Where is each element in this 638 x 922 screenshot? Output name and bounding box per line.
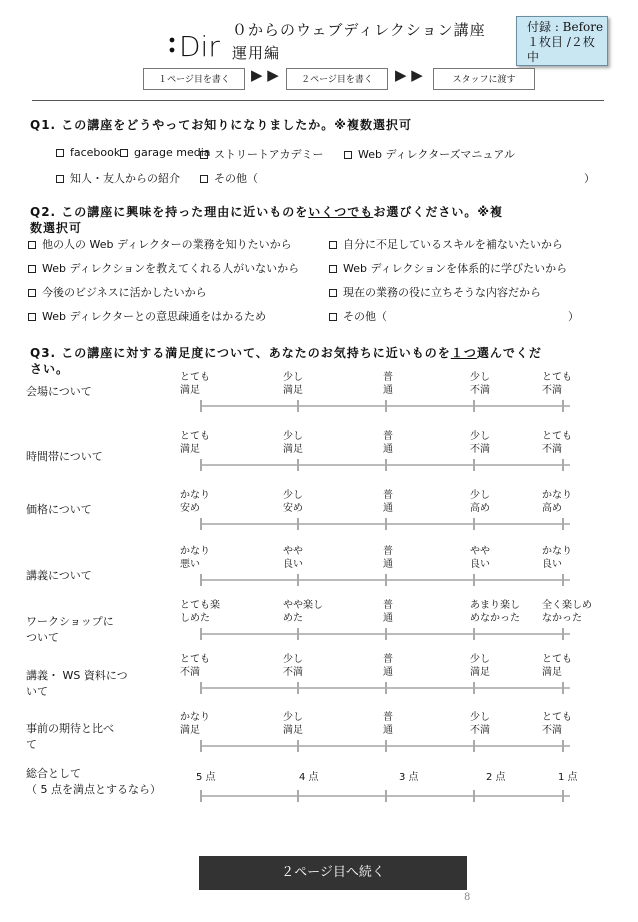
rating-scale-tick[interactable] [297,628,299,640]
q3-option-label [558,771,578,784]
q3-option-label-line: 不満 [470,444,490,455]
q3-option-label-line: めなかった [470,613,520,624]
badge-line: 付録 : Before [527,20,604,34]
q2-option[interactable]: 他の人の Web ディレクターの業務を知りたいから [28,236,292,252]
q3-option-label-line: かなり [542,546,572,557]
q3-option-label [383,653,393,679]
q3-option-label-line: 満足 [180,725,200,736]
q3-option-label-line: しめた [180,613,210,624]
q3-option-label-line: 普 [383,431,393,442]
q3-option-label-line: 良い [542,559,562,570]
rating-scale-tick[interactable] [297,790,299,802]
rating-scale-tick[interactable] [297,400,299,412]
q3-option-label-line: とても [542,431,572,442]
q3-option-label-line: 普 [383,490,393,501]
q3-option-label-line: とても [180,654,210,665]
q3-option-label [542,711,572,737]
q3-option-label-line: やや [283,546,303,557]
q3-row-label-line: 講義について [26,569,92,582]
q3-option-label [470,489,490,515]
rating-scale-tick[interactable] [297,518,299,530]
step-hand-to-staff: スタッフに渡す [433,68,535,90]
q3-row-label [26,766,161,798]
q3-option-label-line: 不満 [470,385,490,396]
rating-scale[interactable] [200,628,570,640]
q3-option-label-line: 安め [283,503,303,514]
rating-scale[interactable] [200,790,570,802]
rating-scale-tick[interactable] [473,682,475,694]
q3-option-label-line: 不満 [542,385,562,396]
rating-scale-tick[interactable] [200,740,202,752]
q3-row-label [26,449,156,465]
q3-option-label-line: 通 [383,503,393,514]
checkbox-icon[interactable] [200,175,208,183]
step-arrow-icon: ▶ ▶ [251,66,279,84]
q3-option-label [470,599,520,625]
checkbox-icon[interactable] [329,313,337,321]
continue-banner: ２ページ目へ続く [199,856,467,890]
rating-scale-tick[interactable] [562,518,564,530]
q3-option-label-line: 高め [470,503,490,514]
q3-option-label-line: 良い [283,559,303,570]
q3-option-label-line: とても [180,372,210,383]
q3-option-label-line: とても [180,431,210,442]
rating-scale-tick[interactable] [473,628,475,640]
q3-option-label-line: 通 [383,667,393,678]
q3-option-label-line: 安め [180,503,200,514]
q3-option-label [470,711,490,737]
q3-option-label-line: 2 点 [486,772,506,783]
q3-option-label [180,711,210,737]
rating-scale-tick[interactable] [385,400,387,412]
q2-heading: Q2. この講座に興味を持った理由に近いものをいくつでもお選びください。※複 数選択可 [30,205,503,235]
checkbox-icon[interactable] [329,241,337,249]
q2-option[interactable]: Web ディレクターとの意思疎通をはかるため [28,308,266,324]
q3-row-label-line: （ 5 点を満点とするなら） [26,783,161,796]
q3-option-label [283,489,303,515]
rating-scale-tick[interactable] [297,682,299,694]
rating-scale-tick[interactable] [473,459,475,471]
q3-option-label-line: 普 [383,546,393,557]
q3-option-label [180,371,210,397]
q3-option-label [180,599,220,625]
q3-option-label [470,653,490,679]
step-write-page2: ２ページ目を書く [286,68,388,90]
q3-option-label [470,371,490,397]
q3-option-label-line: 通 [383,385,393,396]
q3-option-label-line: 不満 [542,444,562,455]
q3-heading: Q3. この講座に対する満足度について、あなたのお気持ちに近いものを１つ選んでくだ さい。 [30,346,542,376]
dir-logo [168,22,224,62]
rating-scale-tick[interactable] [297,459,299,471]
q3-row-label-line: て [26,738,37,751]
q3-row-label [26,384,156,400]
rating-scale-tick[interactable] [473,518,475,530]
checkbox-icon[interactable] [28,241,36,249]
rating-scale-tick[interactable] [200,682,202,694]
q3-row-label-line: 総合として [26,767,81,780]
q3-option-label [399,771,419,784]
q3-row-label [26,721,156,753]
logo-text: Dir [179,30,220,62]
q3-option-label [542,545,572,571]
q3-option-label [299,771,319,784]
q3-option-label-line: なかった [542,613,582,624]
q3-option-label [283,371,303,397]
q3-option-label-line: やや [470,546,490,557]
q3-option-label-line: 不満 [283,667,303,678]
q3-option-label-line: かなり [180,546,210,557]
q3-option-label-line: 満足 [470,667,490,678]
q3-option-label-line: 満足 [283,725,303,736]
q3-option-label-line: 満足 [283,444,303,455]
q2-other-close: ） [568,310,579,323]
checkbox-icon[interactable] [56,149,64,157]
q1-option[interactable]: ストリートアカデミー [200,146,324,162]
q3-option-label-line: 5 点 [196,772,216,783]
header-divider [32,100,604,101]
rating-scale-tick[interactable] [385,682,387,694]
q3-option-label [383,371,393,397]
q3-row-label [26,668,156,700]
q3-row-label-line: ワークショップに [26,615,114,628]
q3-row-label-line: 会場について [26,385,92,398]
q3-option-label-line: 少し [470,372,490,383]
page-subtitle: 運用編 [232,44,281,62]
q3-option-label [383,545,393,571]
q3-option-label-line: あまり楽し [470,600,520,611]
q3-option-label [180,430,210,456]
q3-option-label-line: 不満 [470,725,490,736]
rating-scale-tick[interactable] [385,790,387,802]
q3-option-label-line: 普 [383,654,393,665]
q3-option-label-line: 満足 [283,385,303,396]
rating-scale[interactable] [200,682,570,694]
q3-row-label-line: 時間帯について [26,450,103,463]
q3-option-label-line: 通 [383,444,393,455]
rating-scale[interactable] [200,740,570,752]
q3-option-label [383,599,393,625]
checkbox-icon[interactable] [28,313,36,321]
checkbox-icon[interactable] [56,175,64,183]
rating-scale-tick[interactable] [200,574,202,586]
rating-scale-tick[interactable] [473,790,475,802]
rating-scale-tick[interactable] [297,574,299,586]
q3-row-label-line: 事前の期待と比べ [26,722,114,735]
badge-line: 中 [527,50,540,64]
rating-scale-tick[interactable] [562,790,564,802]
q3-option-label-line: 少し [283,372,303,383]
checkbox-icon[interactable] [28,265,36,273]
q3-option-label-line: 3 点 [399,772,419,783]
q3-option-label [283,653,303,679]
q2-option[interactable]: 現在の業務の役に立ちそうな内容だから [329,284,541,300]
q3-option-label [180,545,210,571]
q3-row-label [26,614,156,646]
q3-option-label [542,599,592,625]
q3-option-label-line: とても [542,654,572,665]
q3-option-label [486,771,506,784]
rating-scale-tick[interactable] [200,459,202,471]
q2-option[interactable]: 自分に不足しているスキルを補ないたいから [329,236,563,252]
q3-row-label [26,502,156,518]
q3-option-label-line: やや楽し [283,600,323,611]
q3-option-label-line: 普 [383,600,393,611]
q3-option-label-line: 少し [283,654,303,665]
rating-scale-tick[interactable] [385,574,387,586]
rating-scale[interactable] [200,574,570,586]
q3-option-label-line: 4 点 [299,772,319,783]
rating-scale-tick[interactable] [473,740,475,752]
q3-option-label-line: めた [283,613,303,624]
rating-scale-tick[interactable] [562,628,564,640]
q3-option-label [542,371,572,397]
rating-scale-tick[interactable] [562,459,564,471]
q1-heading: Q1. この講座をどうやってお知りになりましたか。※複数選択可 [30,118,412,132]
appendix-badge [516,16,608,66]
step-write-page1: １ページ目を書く [143,68,245,90]
q3-option-label-line: かなり [542,490,572,501]
q1-other-close: ） [584,172,595,185]
q1-option[interactable]: facebook [56,146,120,159]
q1-option[interactable]: 知人・友人からの紹介 [56,170,180,186]
q3-option-label-line: かなり [180,490,210,501]
q3-option-label [283,599,323,625]
q3-option-label [180,489,210,515]
rating-scale-tick[interactable] [473,574,475,586]
q3-option-label [470,545,490,571]
q3-option-label-line: 通 [383,613,393,624]
q3-option-label-line: かなり [180,712,210,723]
checkbox-icon[interactable] [344,151,352,159]
q3-row-label-line: 講義・ WS 資料につ [26,669,128,682]
q3-option-label-line: 少し [470,431,490,442]
rating-scale-tick[interactable] [200,518,202,530]
checkbox-icon[interactable] [200,151,208,159]
q3-option-label-line: 悪い [180,559,200,570]
rating-scale-tick[interactable] [562,400,564,412]
q3-option-label [283,545,303,571]
rating-scale[interactable] [200,400,570,412]
q3-option-label-line: 満足 [180,444,200,455]
step-arrow-icon: ▶ ▶ [395,66,423,84]
q3-option-label-line: 普 [383,712,393,723]
q3-option-label [470,430,490,456]
q3-option-label [542,430,572,456]
rating-scale-tick[interactable] [385,518,387,530]
q3-row-label [26,568,156,584]
q3-option-label-line: 良い [470,559,490,570]
q3-option-label-line: とても楽 [180,600,220,611]
checkbox-icon[interactable] [120,149,128,157]
q3-option-label [283,711,303,737]
q3-option-label [196,771,216,784]
q3-option-label-line: 通 [383,559,393,570]
q3-option-label-line: 少し [283,490,303,501]
checkbox-icon[interactable] [329,265,337,273]
q1-option[interactable]: Web ディレクターズマニュアル [344,146,515,162]
q3-option-label-line: 不満 [180,667,200,678]
q3-option-label [383,711,393,737]
rating-scale[interactable] [200,518,570,530]
q3-option-label [180,653,210,679]
q3-option-label-line: 通 [383,725,393,736]
q3-option-label-line: 少し [283,712,303,723]
rating-scale-tick[interactable] [473,400,475,412]
q3-option-label [383,430,393,456]
q3-option-label [542,489,572,515]
q3-option-label-line: 少し [470,490,490,501]
q3-option-label-line: 普 [383,372,393,383]
q3-option-label [542,653,572,679]
rating-scale-tick[interactable] [562,574,564,586]
checkbox-icon[interactable] [28,289,36,297]
q3-option-label-line: 高め [542,503,562,514]
q2-option[interactable]: 今後のビジネスに活かしたいから [28,284,207,300]
q2-option[interactable]: Web ディレクションを教えてくれる人がいないから [28,260,299,276]
q3-row-label-line: いて [26,685,48,698]
q2-option-other[interactable]: その他（ [329,308,387,324]
q3-option-label-line: 全く楽しめ [542,600,592,611]
rating-scale-tick[interactable] [385,740,387,752]
rating-scale-tick[interactable] [562,682,564,694]
q3-option-label [383,489,393,515]
q3-option-label-line: 満足 [180,385,200,396]
rating-scale-tick[interactable] [200,790,202,802]
rating-scale-tick[interactable] [297,740,299,752]
badge-line: １枚目 /２枚 [527,35,595,49]
page-number: 8 [464,892,471,903]
q3-option-label-line: とても [542,712,572,723]
rating-scale-tick[interactable] [385,459,387,471]
page-title: ０からのウェブディレクション講座 [232,21,486,39]
checkbox-icon[interactable] [329,289,337,297]
q3-row-label-line: 価格について [26,503,92,516]
q3-option-label-line: 少し [470,712,490,723]
q3-option-label-line: 不満 [542,725,562,736]
rating-scale-tick[interactable] [200,628,202,640]
rating-scale-tick[interactable] [562,740,564,752]
q1-option[interactable]: garage media [120,146,211,159]
q3-option-label [283,430,303,456]
q3-option-label-line: 満足 [542,667,562,678]
q3-option-label-line: 1 点 [558,772,578,783]
q2-option[interactable]: Web ディレクションを体系的に学びたいから [329,260,567,276]
q3-row-label-line: ついて [26,631,59,644]
q3-option-label-line: 少し [283,431,303,442]
q3-option-label-line: 少し [470,654,490,665]
q3-option-label-line: とても [542,372,572,383]
rating-scale-tick[interactable] [385,628,387,640]
rating-scale-tick[interactable] [200,400,202,412]
q1-option-other[interactable]: その他（ [200,170,258,186]
rating-scale[interactable] [200,459,570,471]
